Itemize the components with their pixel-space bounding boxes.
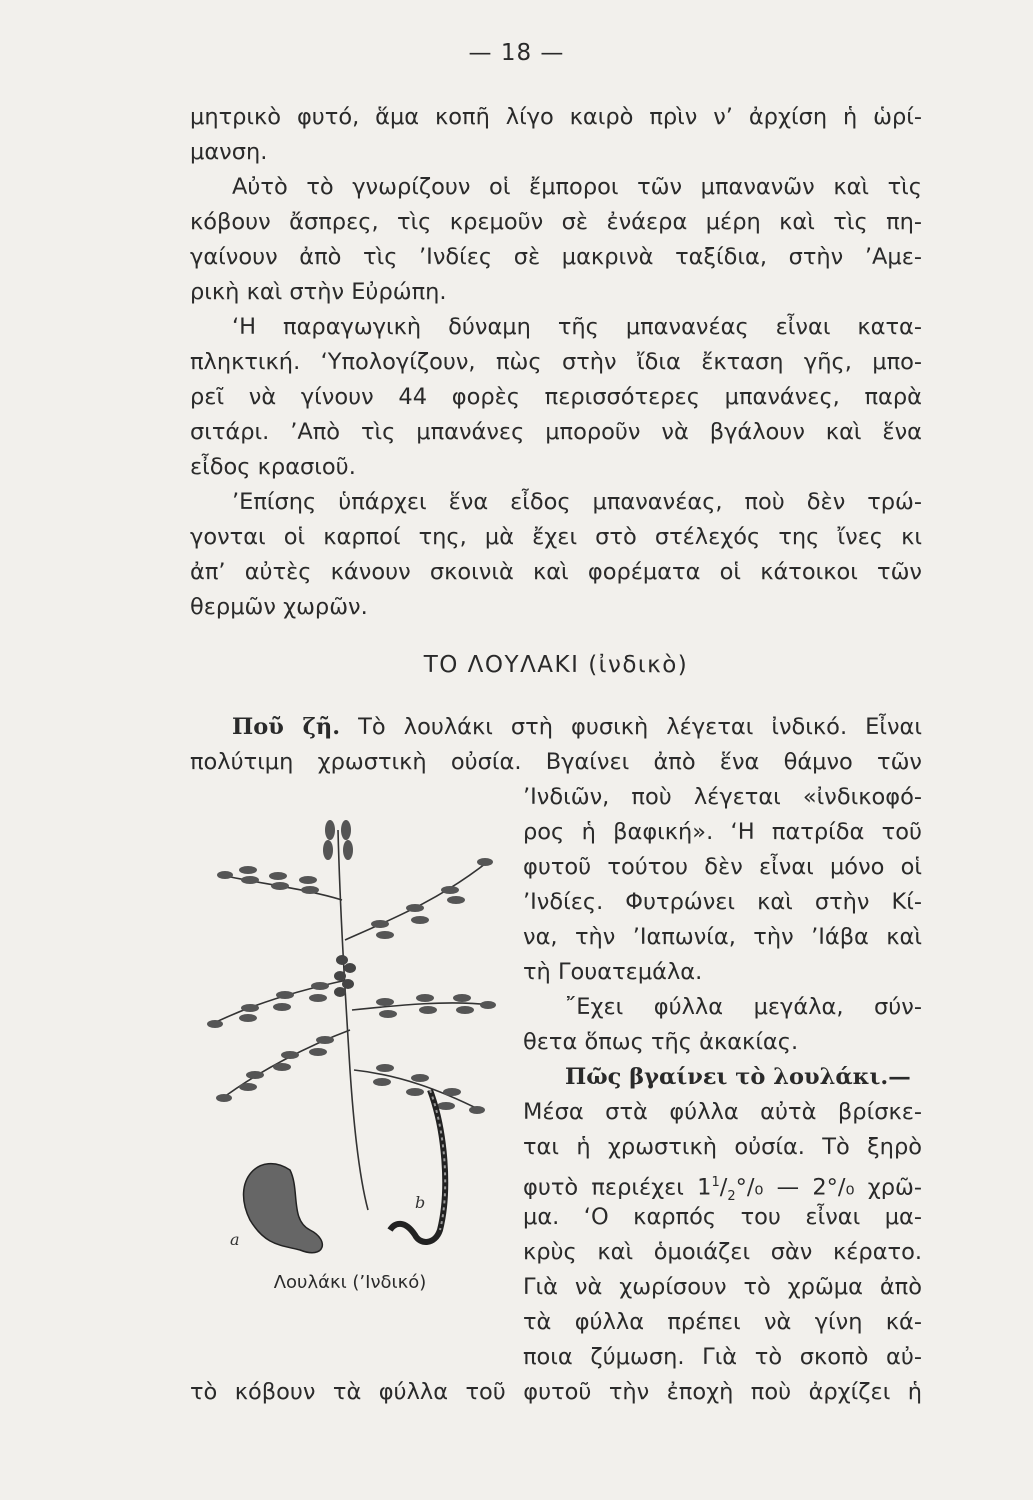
text-line: θετα ὅπως τῆς ἀκακίας. (523, 1029, 799, 1055)
text-line: κρὺς καὶ ὁμοιάζει σὰν κέρατο. (523, 1239, 922, 1265)
figure-caption: Λουλάκι (’Ινδικό) (273, 1272, 427, 1293)
section-title: ΤΟ ΛΟΥΛΑΚΙ (ἰνδικὸ) (423, 652, 689, 678)
text-run: °/₀ χρῶ- (826, 1174, 922, 1201)
fraction-denominator: 2 (727, 1189, 736, 1204)
text-line: μα. ‘Ο καρπός του εἶναι μα- (523, 1204, 922, 1230)
text-line: ποια ζύμωση. Γιὰ τὸ σκοπὸ αὐ- (523, 1344, 922, 1370)
text-line: ’Ινδιῶν, ποὺ λέγεται «ἰνδικοφό- (523, 784, 922, 810)
text-line: πληκτική. ‘Υπολογίζουν, πὼς στὴν ἴδια ἔκταση γῆς, μπο- (190, 349, 922, 375)
indigo-plant-illustration (190, 790, 510, 1270)
figure-label-b: b (415, 1193, 426, 1212)
page-number: — 18 — (468, 40, 565, 66)
text-line: ’Επίσης ὑπάρχει ἕνα εἶδος μπανανέας, ποὺ δὲν τρώ- (232, 489, 922, 515)
text-run: φυτὸ περιέχει 1 (523, 1174, 712, 1201)
text-line: ται ἡ χρωστικὴ οὐσία. Τὸ ξηρὸ (523, 1134, 922, 1160)
text-line: ‘Η παραγωγικὴ δύναμη τῆς μπανανέας εἶναι κατα- (232, 314, 922, 340)
pod-a (230, 1164, 322, 1253)
text-line: τὰ φύλλα πρέπει νὰ γίνη κά- (523, 1309, 922, 1335)
text-line: φυτοῦ τούτου δὲν εἶναι μόνο οἱ (523, 854, 922, 880)
text-line: ρικὴ καὶ στὴν Εὐρώπη. (190, 279, 447, 305)
text-line: ’Ινδίες. Φυτρώνει καὶ στὴν Κί- (523, 889, 922, 915)
run-in-heading: Πῶς βγαίνει τὸ λουλάκι.— (565, 1064, 911, 1090)
text-line: τὴ Γουατεμάλα. (523, 959, 703, 985)
text-line: μητρικὸ φυτό, ἅμα κοπῆ λίγο καιρὸ πρὶν ν’ ἀρχίση ἡ ὡρί- (190, 104, 922, 130)
figure-label-a: a (230, 1230, 240, 1249)
text-line: ἀπ’ αὐτὲς κάνουν σκοινιὰ καὶ φορέματα οἱ κάτοικοι τῶν (190, 559, 922, 585)
text-line: θερμῶν χωρῶν. (190, 594, 368, 620)
text-line: εἶδος κρασιοῦ. (190, 454, 356, 480)
text-line: ρος ἡ βαφική». ‘Η πατρίδα τοῦ (523, 819, 922, 845)
text-line: κόβουν ἄσπρες, τὶς κρεμοῦν σὲ ἐνάερα μέρη καὶ τὶς πη- (190, 209, 922, 235)
text-line: ῎Εχει φύλλα μεγάλα, σύν- (565, 994, 922, 1020)
text-run: Τὸ λουλάκι στὴ φυσικὴ λέγεται ἰνδικό. Εἶναι (340, 714, 923, 740)
fraction-slash: / (719, 1174, 728, 1201)
pod-b (390, 1090, 445, 1242)
text-run: °/₀ — 2 (735, 1174, 827, 1201)
flower-spike (334, 955, 356, 997)
text-line (565, 1060, 922, 1095)
text-line: πολύτιμη χρωστικὴ οὐσία. Βγαίνει ἀπὸ ἕνα θάμνο τῶν (190, 749, 922, 775)
text-line: Γιὰ νὰ χωρίσουν τὸ χρῶμα ἀπὸ (523, 1274, 922, 1300)
text-line: τὸ κόβουν τὰ φύλλα τοῦ φυτοῦ τὴν ἐποχὴ ποὺ ἀρχίζει ἡ (190, 1379, 922, 1405)
text-line: Αὐτὸ τὸ γνωρίζουν οἱ ἔμποροι τῶν μπανανῶν καὶ τὶς (232, 174, 922, 200)
text-line: να, τὴν ’Ιαπωνία, τὴν ’Ιάβα καὶ (523, 924, 922, 950)
fraction-numerator: 1 (711, 1175, 720, 1190)
text-line: γαίνουν ἀπὸ τὶς ’Ινδίες σὲ μακρινὰ ταξίδια, στὴν ’Αμε- (190, 244, 922, 270)
text-line: γονται οἱ καρποί της, μὰ ἔχει στὸ στέλεχός της ἴνες κι (190, 524, 922, 550)
text-line: μανση. (190, 139, 268, 165)
run-in-heading: Ποῦ ζῆ. (232, 714, 341, 740)
text-line: ρεῖ νὰ γίνουν 44 φορὲς περισσότερες μπανάνες, παρὰ (190, 384, 922, 410)
text-line: σιτάρι. ’Απὸ τὶς μπανάνες μποροῦν νὰ βγάλουν καὶ ἕνα (190, 419, 922, 445)
text-line: Μέσα στὰ φύλλα αὐτὰ βρίσκε- (523, 1099, 922, 1125)
text-line (232, 710, 922, 745)
